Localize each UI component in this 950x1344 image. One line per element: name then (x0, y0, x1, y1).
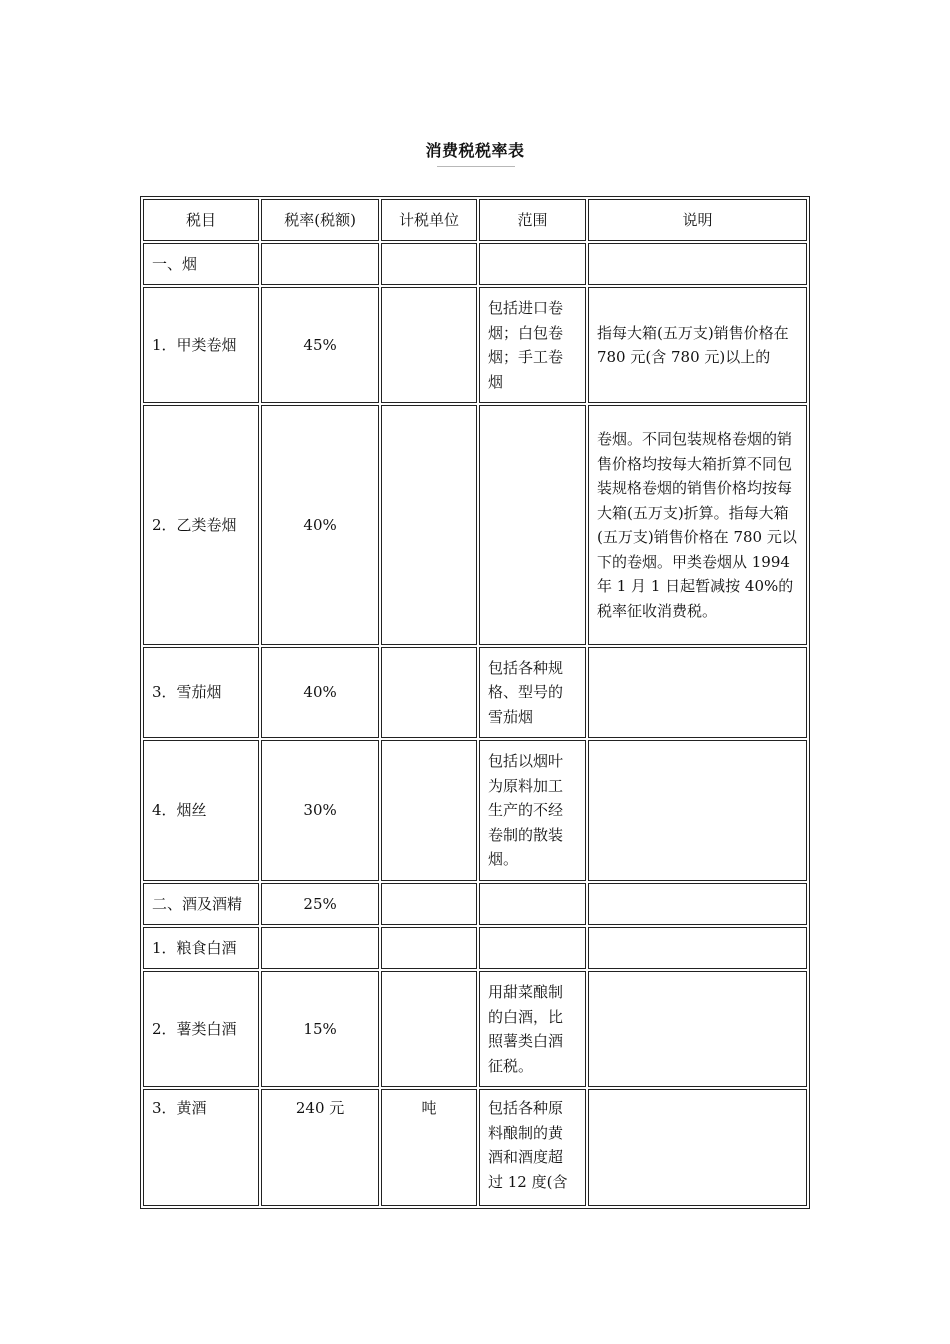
cell-scope: 包括以烟叶为原料加工生产的不经卷制的散装烟。 (479, 740, 586, 881)
cell-scope: 包括进口卷烟；白包卷烟；手工卷烟 (479, 287, 586, 403)
table-row (143, 243, 807, 285)
cell-rate: 15% (261, 971, 379, 1087)
title-underline (437, 166, 515, 167)
cell-note (588, 1089, 807, 1206)
header-unit: 计税单位 (381, 199, 477, 241)
header-item: 税目 (143, 199, 259, 241)
cell-scope: 包括各种规格、型号的雪茄烟 (479, 647, 586, 738)
cell-unit (381, 405, 477, 645)
cell-item: 4．烟丝 (143, 740, 259, 881)
cell-scope (479, 243, 586, 285)
cell-item: 1．粮食白酒 (143, 927, 259, 969)
cell-scope (479, 405, 586, 645)
cell-note: 卷烟。不同包装规格卷烟的销售价格均按每大箱折算不同包装规格卷烟的销售价格均按每大箱(五万支)折算。指每大箱(五万支)销售价格在 780 元以下的卷烟。甲类卷烟从 1994 年 1 月 1 日起暂减按 40%的税率征收消费税。 (588, 405, 807, 645)
header-scope: 范围 (479, 199, 586, 241)
cell-rate: 240 元 (261, 1089, 379, 1206)
tax-rate-table (140, 196, 810, 1209)
cell-rate: 40% (261, 647, 379, 738)
cell-unit (381, 243, 477, 285)
cell-rate: 25% (261, 883, 379, 925)
cell-note (588, 647, 807, 738)
cell-scope: 包括各种原料酿制的黄酒和酒度超过 12 度(含 (479, 1089, 586, 1206)
cell-note (588, 971, 807, 1087)
table-row (143, 287, 807, 403)
cell-rate (261, 927, 379, 969)
cell-rate: 40% (261, 405, 379, 645)
table-header-row (143, 199, 807, 241)
table-row (143, 971, 807, 1087)
cell-scope: 用甜菜酿制的白酒，比照薯类白酒征税。 (479, 971, 586, 1087)
table-row (143, 647, 807, 738)
cell-note: 指每大箱(五万支)销售价格在 780 元(含 780 元)以上的 (588, 287, 807, 403)
table-row (143, 1089, 807, 1206)
page-title: 消费税税率表 (425, 141, 525, 160)
cell-unit (381, 927, 477, 969)
cell-item: 二、酒及酒精 (143, 883, 259, 925)
cell-note (588, 883, 807, 925)
cell-item: 1．甲类卷烟 (143, 287, 259, 403)
header-rate: 税率(税额) (261, 199, 379, 241)
cell-item: 3．黄酒 (143, 1089, 259, 1206)
cell-item: 3．雪茄烟 (143, 647, 259, 738)
cell-rate (261, 243, 379, 285)
cell-note (588, 740, 807, 881)
cell-item: 2．薯类白酒 (143, 971, 259, 1087)
cell-unit (381, 971, 477, 1087)
header-note: 说明 (588, 199, 807, 241)
cell-unit (381, 883, 477, 925)
table-row (143, 405, 807, 645)
table-row (143, 927, 807, 969)
cell-rate: 45% (261, 287, 379, 403)
cell-item: 2．乙类卷烟 (143, 405, 259, 645)
cell-unit: 吨 (381, 1089, 477, 1206)
cell-unit (381, 287, 477, 403)
cell-scope (479, 927, 586, 969)
table-row (143, 740, 807, 881)
cell-scope (479, 883, 586, 925)
cell-unit (381, 647, 477, 738)
cell-note (588, 927, 807, 969)
cell-note (588, 243, 807, 285)
cell-item: 一、烟 (143, 243, 259, 285)
cell-unit (381, 740, 477, 881)
cell-rate: 30% (261, 740, 379, 881)
table-row (143, 883, 807, 925)
